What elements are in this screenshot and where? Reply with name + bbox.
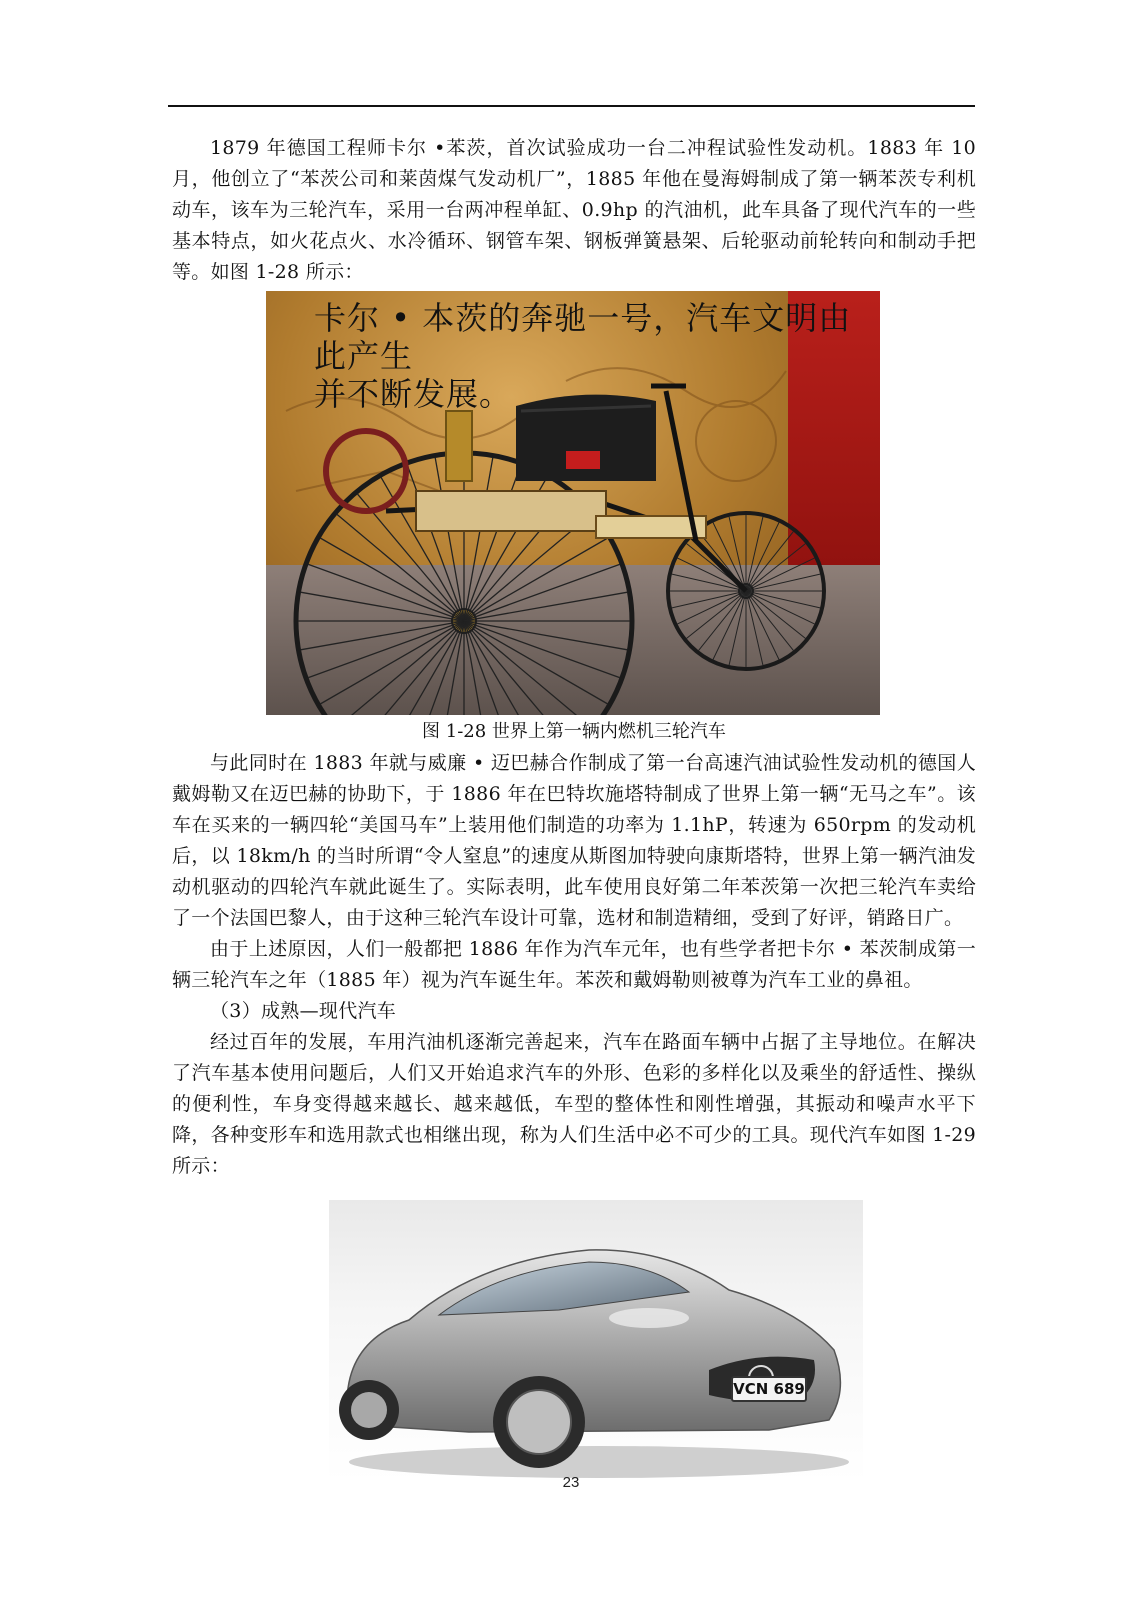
license-plate: VCN 689 bbox=[731, 1376, 807, 1402]
overlay-line-2: 并不断发展。 bbox=[314, 375, 513, 413]
wheel-spoke bbox=[464, 621, 591, 715]
section-heading-modern-car: （3）成熟—现代汽车 bbox=[210, 1000, 397, 1022]
paragraph-benz-history: 1879 年德国工程师卡尔 •苯茨，首次试验成功一台二冲程试验性发动机。1883 年 10 月，他创立了“苯茨公司和莱茵煤气发动机厂”，1885 年他在曼海姆制成了第一辆苯茨专利机动车，该车为三轮汽车，采用一台两冲程单缸、0.9hp 的汽油机，此车具备了现代汽车的一些基本特点，如火花点火、水冷循环、钢管车架、钢板弹簧悬架、后轮驱动前轮转向和制动手把等。如图 1-28 所示： bbox=[172, 137, 976, 283]
overlay-line-1: 卡尔 • 本茨的奔驰一号，汽车文明由此产生 bbox=[314, 299, 852, 375]
wheel-spoke bbox=[746, 591, 814, 624]
paragraph-car-birth-year: 由于上述原因，人们一般都把 1886 年作为汽车元年，也有些学者把卡尔 • 苯茨制成第一辆三轮汽车之年（1885 年）视为汽车诞生年。苯茨和戴姆勒则被尊为汽车工业的鼻祖。 bbox=[172, 938, 976, 991]
figure-caption-1-28: 图 1-28 世界上第一辆内燃机三轮汽车 bbox=[422, 721, 726, 742]
wheel-spoke bbox=[713, 591, 746, 659]
paragraph-modern-car: 经过百年的发展，车用汽油机逐渐完善起来，汽车在路面车辆中占据了主导地位。在解决了汽车基本使用问题后，人们又开始追求汽车的外形、色彩的多样化以及乘坐的舒适性、操纵的便利性，车身变得越来越长、越来越低，车型的整体性和刚性增强，其振动和噪声水平下降，各种变形车和选用款式也相继出现，称为人们生活中必不可少的工具。现代汽车如图 1-29 所示： bbox=[172, 1031, 976, 1177]
figure-modern-car bbox=[329, 1200, 863, 1482]
wheel-spoke bbox=[746, 591, 779, 659]
wheel-spoke bbox=[337, 621, 464, 715]
modern-car-illustration bbox=[329, 1200, 863, 1482]
header-rule bbox=[168, 105, 975, 107]
paragraph-daimler: 与此同时在 1883 年就与威廉 • 迈巴赫合作制成了第一台高速汽油试验性发动机的德国人戴姆勒又在迈巴赫的协助下，于 1886 年在巴特坎施塔特制成了世界上第一辆“无马之车”。该车在买来的一辆四轮“美国马车”上装用他们制造的功率为 1.1hP，转速为 650rpm 的发动机后，以 18km/h 的当时所谓“令人窒息”的速度从斯图加特驶向康斯塔特，世界上第一辆汽油发动机驱动的四轮汽车就此诞生了。实际表明，此车使用良好第二年苯茨第一次把三轮汽车卖给了一个法国巴黎人，由于这种三轮汽车设计可靠，选材和制造精细，受到了好评，销路日广。 bbox=[172, 752, 976, 929]
figure-benz-patent-motorwagen bbox=[266, 291, 880, 715]
figure-overlay-caption bbox=[314, 299, 874, 413]
wheel-spoke bbox=[746, 558, 814, 591]
wheel-spoke bbox=[678, 558, 746, 591]
wheel-spoke bbox=[746, 523, 779, 591]
page-content bbox=[172, 133, 976, 1482]
wheel-spoke bbox=[678, 591, 746, 624]
page-number: 23 bbox=[562, 1474, 580, 1491]
wheel-spoke bbox=[713, 523, 746, 591]
